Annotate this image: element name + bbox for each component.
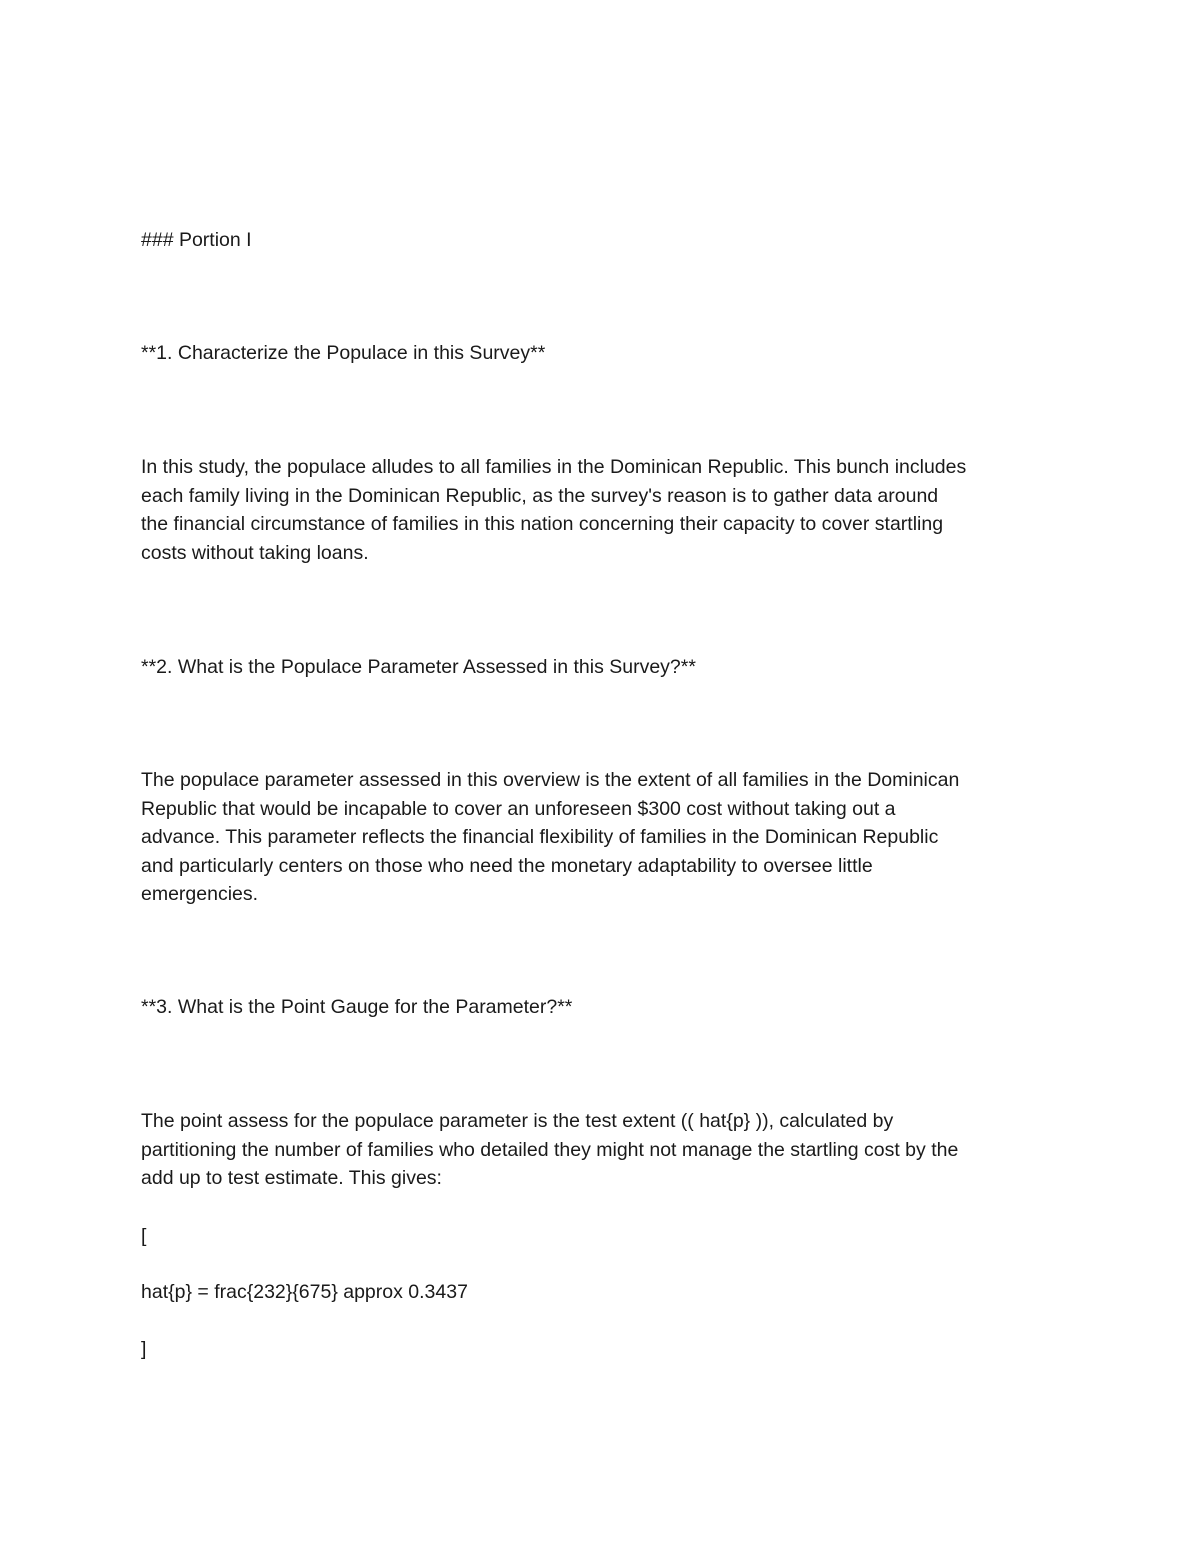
answer-line: In this study, the populace alludes to all families in the Dominican Republic. This bunch includes (141, 456, 967, 478)
question-3-title: **3. What is the Point Gauge for the Parameter?** (141, 996, 573, 1018)
answer-line: each family living in the Dominican Republic, as the survey's reason is to gather data around (141, 484, 939, 507)
question-2-title: **2. What is the Populace Parameter Assessed in this Survey?** (141, 656, 696, 678)
answer-line: and particularly centers on those who need the monetary adaptability to oversee little (141, 854, 873, 877)
answer-line: partitioning the number of families who detailed they might not manage the startling cost by the (141, 1138, 959, 1161)
answer-line: the financial circumstance of families in this nation concerning their capacity to cover startling (141, 513, 944, 535)
formula-expression: hat{p} = frac{232}{675} approx 0.3437 (141, 1281, 468, 1303)
answer-line: The populace parameter assessed in this overview is the extent of all families in the Dominican (141, 769, 960, 791)
answer-line: add up to test estimate. This gives: (141, 1167, 442, 1189)
answer-line: Republic that would be incapable to cover an unforeseen $300 cost without taking out a (141, 797, 896, 820)
question-1-title: **1. Characterize the Populace in this Survey** (141, 342, 546, 364)
answer-line: advance. This parameter reflects the financial flexibility of families in the Dominican Republic (141, 826, 939, 848)
question-2-answer (141, 766, 1071, 909)
formula-open-bracket: [ (141, 1225, 147, 1247)
question-1-answer (141, 453, 1071, 567)
question-3-answer (141, 1107, 1071, 1193)
answer-line: The point assess for the populace parameter is the test extent (( hat{p} )), calculated by (141, 1110, 894, 1132)
section-heading: ### Portion I (141, 229, 252, 251)
formula-close-bracket: ] (141, 1338, 147, 1360)
answer-line: emergencies. (141, 883, 259, 905)
answer-line: costs without taking loans. (141, 541, 369, 564)
